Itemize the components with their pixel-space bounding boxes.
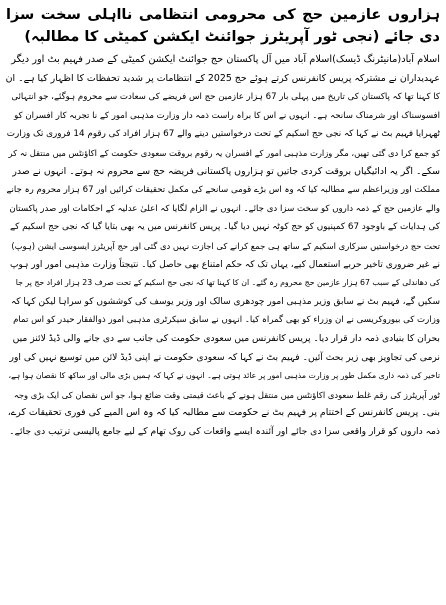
article-line: ذمہ داروں کو قرار واقعی سزا دی جائے اور آئندہ ایسے واقعات کی روک تھام کے لیے جامع پالیسی ترتیب دی جائے۔: [9, 425, 440, 437]
article-line: بحران کا بنیادی ذمہ دار قرار دیا۔ پریس کانفرنس میں سعودی حکومت کی جانب سے دی جانے والی ڈیڈ لائنز میں: [12, 332, 440, 344]
article-line: نرمی کی تجاویز بھی زیر بحث آئیں۔ فہیم بٹ نے کہا کہ سعودی حکومت نے اپنی ڈیڈ لائن میں توسیع نہیں کی اور: [9, 351, 440, 363]
article-line: وزارت کی بیوروکریسی نے ان وزراء کو بھی گمراہ کیا۔ انہوں نے سابق سیکرٹری مذہبی امور ذوالفقار حیدر کو اس تمام: [13, 315, 440, 326]
article-line: سکے۔ اگر یہ ادائیگیاں بروقت کردی جاتیں تو ہزاروں پاکستانی فریضہ حج سے محروم نہ ہوتے۔ انہوں نے صدر: [12, 165, 440, 177]
article-line: افسوسناک اور شرمناک سانحہ ہے۔ انہوں نے اس کا براہ راست ذمہ دار وزارت مذہبی امور کے نا تجربہ کار افسران کو: [14, 110, 440, 121]
article-line: عہدیداران نے مشترکہ پریس کانفرنس کرتے ہوئے حج 2025 کے انتظامات پر شدید تحفظات کا اظہار کیا ہے۔ ان: [6, 72, 440, 84]
article-line: ٹھہرایا فہیم بٹ نے کہا کہ نجی حج اسکیم کے تحت درخواستیں دینے والے 67 ہزار افراد کی رقوم 14 فروری تک وزارت: [6, 129, 440, 140]
headline: ہزاروں عازمین حج کی محرومی انتظامی نااہلی سخت سزا دی جائے (نجی ٹور آپریٹرز جوائنٹ ایکشن کمیٹی کا مطالبہ): [6, 7, 440, 45]
article-line: اسلام آباد(مانیٹرنگ ڈیسک)اسلام آباد میں آل پاکستان حج جوائنٹ ایکشن کمیٹی کے صدر فہیم بٹ اور دیگر: [11, 54, 440, 65]
article-line: نے غیر ضروری تاخیر حربے استعمال کیے، یہاں تک کہ حکم امتناع بھی حاصل کیا۔ نتیجتاً وزارت مذہبی امور اور ہوپ: [9, 259, 440, 270]
article-body: [6, 51, 440, 441]
article-line: مملکت اور وزیراعظم سے مطالبہ کیا کہ وہ اس بڑے قومی سانحے کی مکمل تحقیقات کرائیں اور 67 ہزار محروم رہ جانے: [6, 185, 440, 196]
article-line: کی دھاندلی کے سبب 67 ہزار عازمین حج محروم رہ گئے۔ ان کا کہنا تھا کہ نجی حج اسکیم کے تحت صرف 23 ہزار افراد حج پر جا: [15, 278, 440, 288]
article-line: والے عازمین حج کے ذمہ داروں کو سخت سزا دی جائے۔ انہوں نے الزام لگایا کہ اعلیٰ عدلیہ کے احکامات اور صدر پاکستان: [9, 203, 440, 214]
article-line: ٹور آپریٹرز کی رقم غلط سعودی اکاؤنٹس میں منتقل ہونے کے باعث قیمتی وقت ضائع ہوا، جو اس نقصان کی ایک بڑی وجہ: [13, 389, 440, 400]
article-line: تحت حج درخواستیں سرکاری اسکیم کے ساتھ ہی جمع کرانے کی اجازت نہیں دی گئی اور حج آپریٹرز ایسوسی ایشن (ہوپ): [11, 240, 440, 251]
article-line: بنی۔ پریس کانفرنس کے اختتام پر فہیم بٹ نے حکومت سے مطالبہ کیا کہ وہ اس المیے کی فوری تحقیقات کرے،: [7, 407, 440, 419]
article-line: سکیں گے، فہیم بٹ نے سابق وزیر مذہبی امور چودھری سالک اور وزیر یوسف کی کوششوں کو سراہا لیکن کہا کہ: [10, 296, 440, 307]
article-line: کی ہدایات کے باوجود 67 کمپنیوں کو حج کوٹہ نہیں دیا گیا۔ پریس کانفرنس میں یہ بھی بتایا گیا کہ نجی حج اسکیم کے: [9, 222, 440, 233]
article-line: تاخیر کی ذمہ داری مکمل طور پر وزارت مذہبی امور پر عائد ہوتی ہے۔ انہوں نے کہا کہ ہمیں بڑی مالی اور ساکھ کا نقصان ہوا ہے،: [8, 371, 440, 381]
article-line: کو جمع کرا دی گئی تھیں، مگر وزارت مذہبی امور کے افسران یہ رقوم بروقت سعودی حکومت کے اکاؤنٹس میں منتقل نہ کر: [8, 147, 440, 158]
article-line: کا کہنا تھا کہ پاکستان کی تاریخ میں پہلی بار 67 ہزار عازمین حج اس فریضے کی سعادت سے محروم ہوگئے، جو انتہائی: [11, 92, 440, 103]
